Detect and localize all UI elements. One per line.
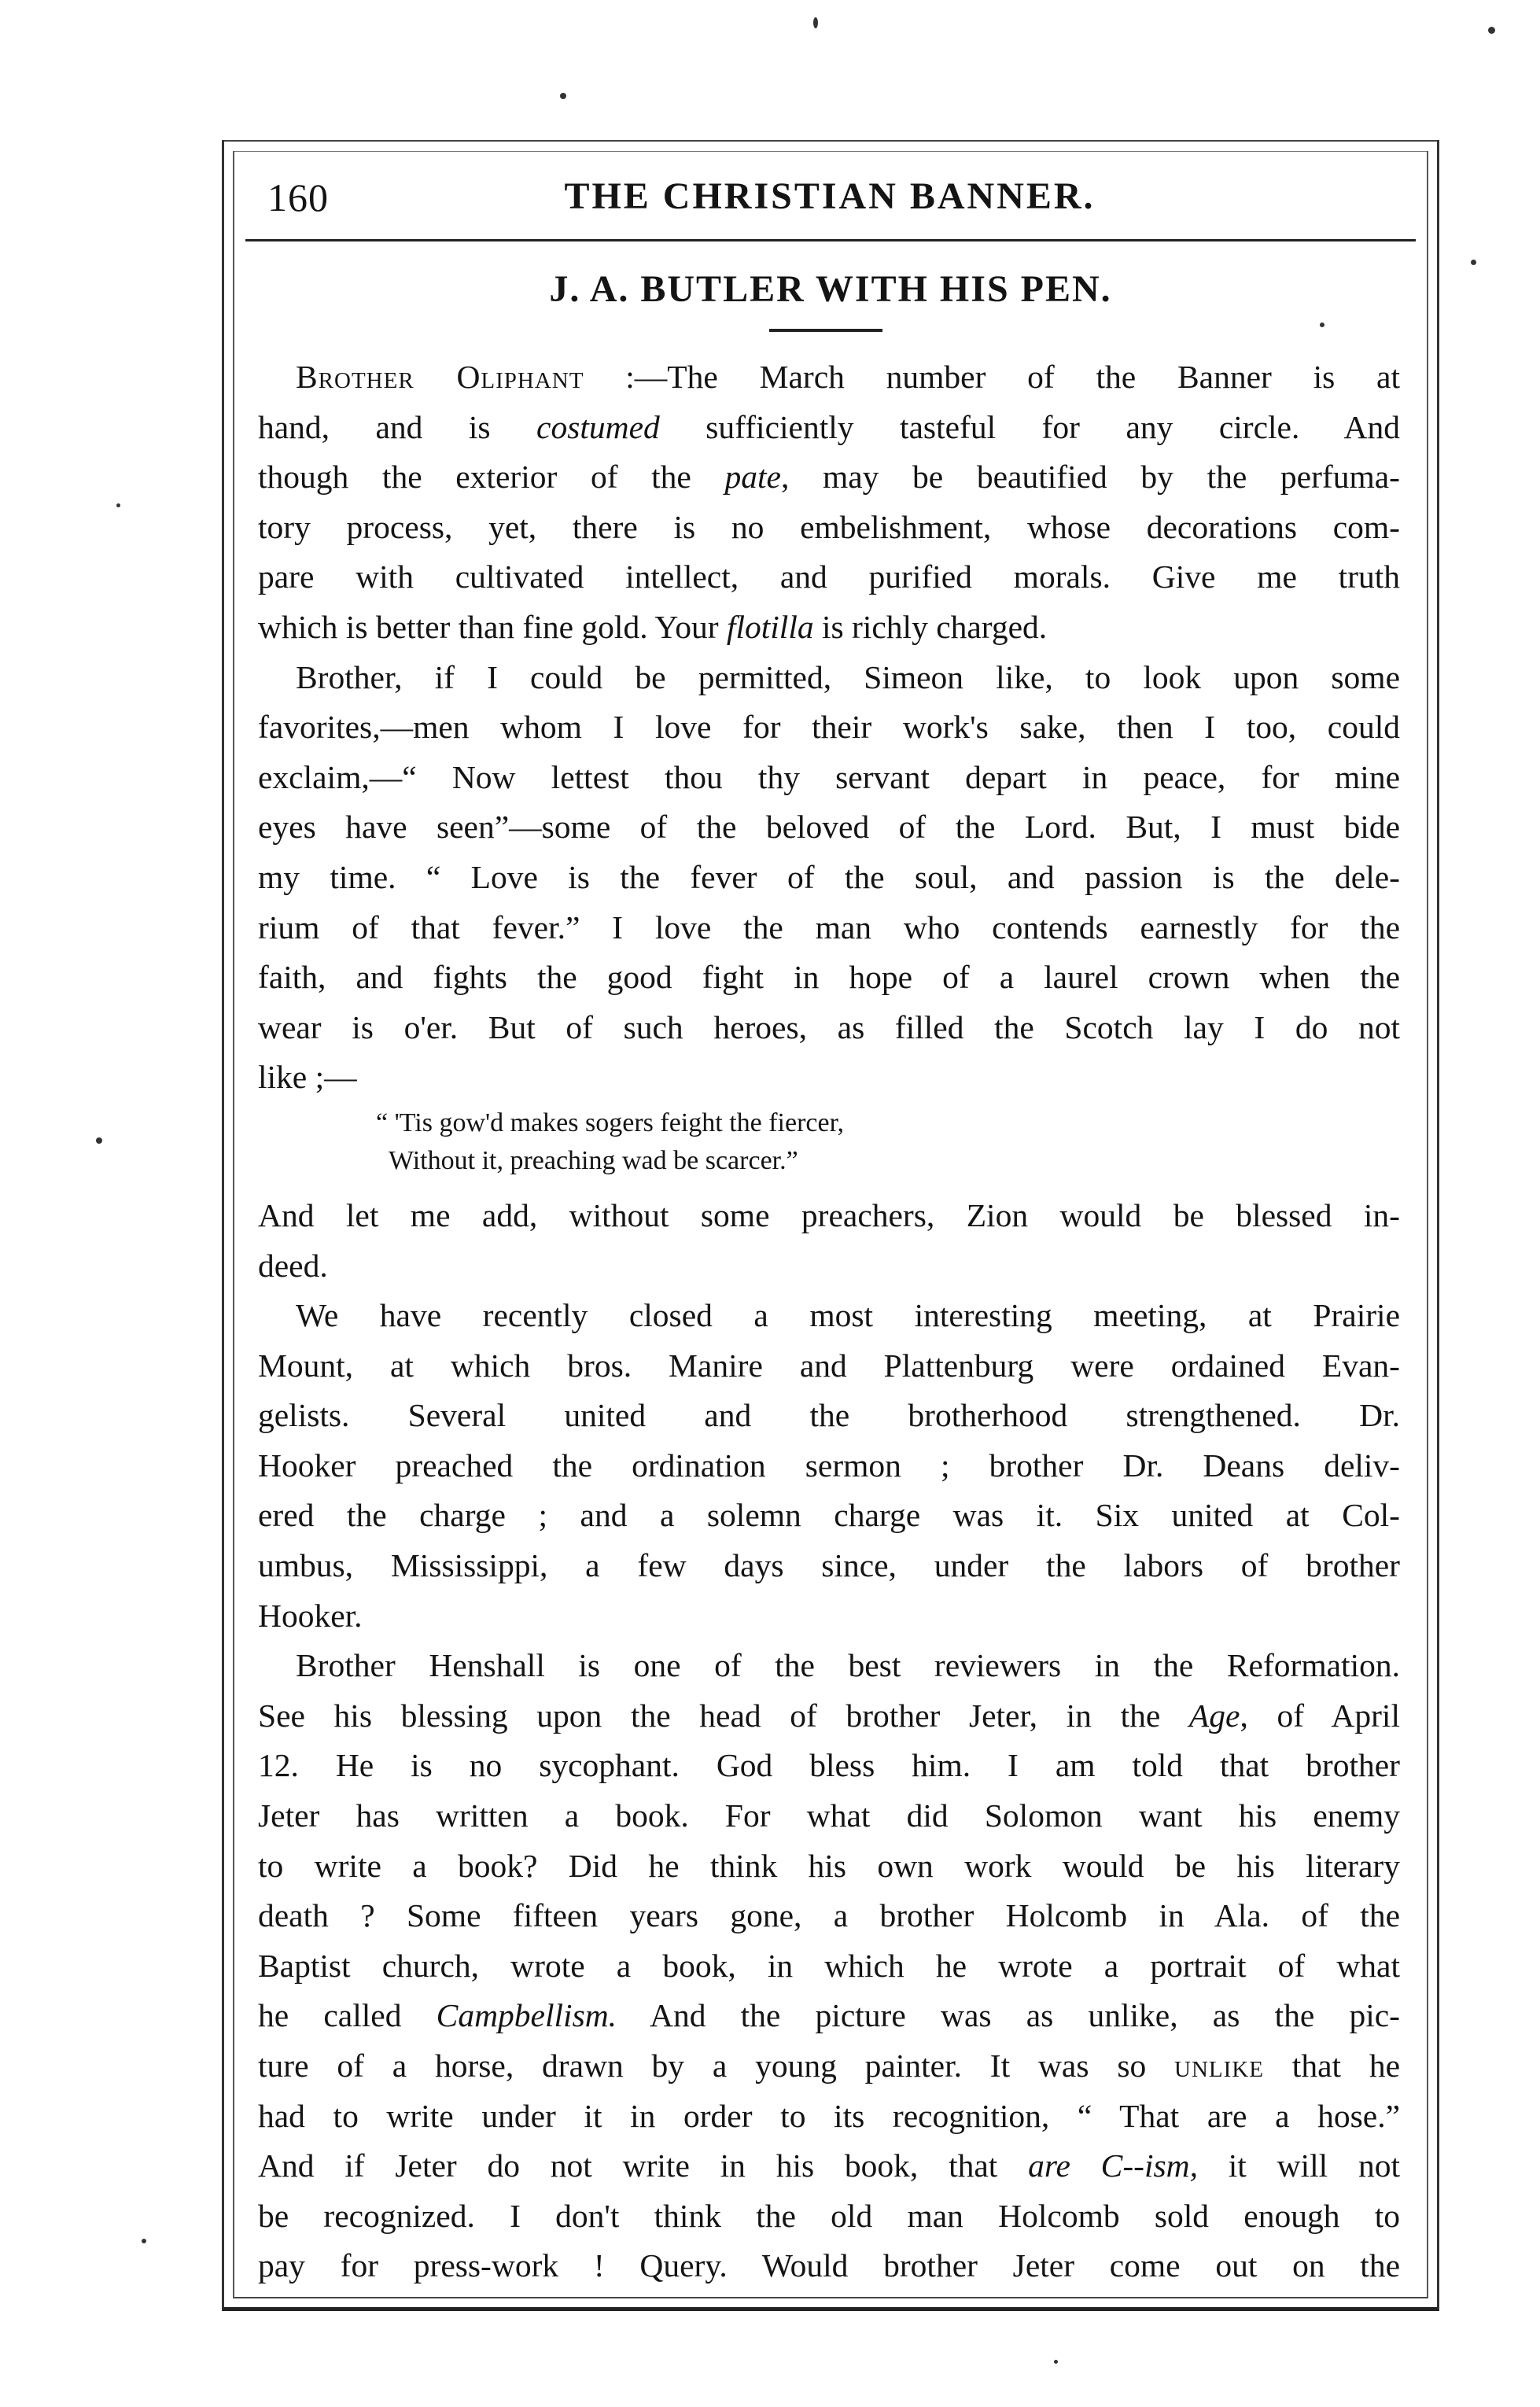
print-speck <box>142 2239 146 2243</box>
text-line: had to write under it in order to its recognition, “ That are a hose.” <box>258 2097 1400 2134</box>
text-run: , of April <box>1240 1697 1400 1734</box>
italic-run: costumed <box>536 408 660 445</box>
text-line: pay for press-work ! Query. Would brother Jeter come out on the <box>258 2247 1400 2284</box>
salutation: Brother Oliphant <box>296 359 584 395</box>
print-speck <box>1320 323 1324 327</box>
text-line: my time. “ Love is the fever of the soul, and passion is the dele- <box>258 858 1400 895</box>
text-run: he called <box>258 1997 437 2034</box>
text-line <box>258 603 1400 653</box>
text-line: deed. <box>258 1247 328 1284</box>
text-line: pare with cultivated intellect, and purified morals. Give me truth <box>258 558 1400 595</box>
text-run: though the exterior of the <box>258 459 725 496</box>
italic-run: are C--ism, <box>1028 2147 1198 2184</box>
text-run: And the picture was as unlike, as the pic- <box>617 1997 1400 2034</box>
small-caps-run: unlike <box>1174 2048 1264 2084</box>
text-run: And if Jeter do not write in his book, that <box>258 2147 1029 2184</box>
text-line: tory process, yet, there is no embelishment, whose decorations com- <box>258 508 1400 545</box>
text-line: umbus, Mississippi, a few days since, under the labors of brother <box>258 1547 1400 1584</box>
text-run: which is better than fine gold. Your <box>258 608 727 645</box>
journal-title: THE CHRISTIAN BANNER. <box>564 175 1096 217</box>
text-line: eyes have seen”—some of the beloved of the Lord. But, I must bide <box>258 809 1400 846</box>
text-line: ered the charge ; and a solemn charge was it. Six united at Col- <box>258 1497 1400 1534</box>
text-run: that he <box>1263 2048 1400 2084</box>
text-line: to write a book? Did he think his own work would be his literary <box>258 1847 1400 1884</box>
print-speck <box>1488 27 1495 34</box>
italic-run: Campbellism. <box>436 1997 617 2034</box>
italic-run: Age <box>1188 1697 1240 1734</box>
text-line: Brother Henshall is one of the best reviewers in the Reformation. <box>296 1647 1400 1684</box>
text-line: like ;— <box>258 1059 357 1096</box>
text-line <box>258 452 1400 503</box>
print-speck <box>96 1137 102 1144</box>
text-line: 12. He is no sycophant. God bless him. I am told that brother <box>258 1747 1400 1784</box>
text-line: And let me add, without some preachers, Zion would be blessed in- <box>258 1196 1400 1233</box>
print-speck <box>813 17 818 28</box>
text-line: We have recently closed a most interesting meeting, at Prairie <box>296 1297 1400 1334</box>
text-line: death ? Some fifteen years gone, a brother Holcomb in Ala. of the <box>258 1897 1400 1934</box>
text-run: is richly charged. <box>813 608 1048 645</box>
verse-line: “ 'Tis gow'd makes sogers feight the fiercer, <box>376 1108 845 1137</box>
text-run: See his blessing upon the head of brother Jeter, in the <box>258 1697 1189 1734</box>
verse-line: Without it, preaching wad be scarcer.” <box>389 1145 798 1175</box>
text-line: wear is o'er. But of such heroes, as filled the Scotch lay I do not <box>258 1008 1400 1045</box>
text-line: Hooker. <box>258 1597 363 1634</box>
print-speck <box>1471 260 1476 265</box>
text-line: Baptist church, wrote a book, in which he wrote a portrait of what <box>258 1947 1400 1984</box>
text-line <box>258 1991 1400 2041</box>
text-line <box>258 2141 1400 2191</box>
print-speck <box>560 93 566 99</box>
print-speck <box>116 503 120 507</box>
text-line <box>258 352 1400 403</box>
text-line: exclaim,—“ Now lettest thou thy servant depart in peace, for mine <box>258 758 1400 795</box>
print-speck <box>1054 2360 1058 2364</box>
text-run: :—The March number of the Banner is at <box>625 359 1400 395</box>
text-line: rium of that fever.” I love the man who contends earnestly for the <box>258 909 1400 945</box>
verse-quotation <box>258 1104 1400 1180</box>
text-line: gelists. Several united and the brotherhood strengthened. Dr. <box>258 1397 1400 1434</box>
text-run: ture of a horse, drawn by a young painter. It was so <box>258 2048 1175 2084</box>
running-header <box>260 175 1400 230</box>
page-number: 160 <box>267 175 329 219</box>
text-run: , may be beautified by the perfuma- <box>780 459 1400 496</box>
text-run: sufficiently tasteful for any circle. And <box>659 408 1400 445</box>
text-line <box>258 1691 1400 1742</box>
text-run: it will not <box>1198 2147 1400 2184</box>
text-run: hand, and is <box>258 408 537 445</box>
italic-run: flotilla <box>726 608 814 645</box>
text-line <box>258 2041 1400 2092</box>
text-line: Jeter has written a book. For what did Solomon want his enemy <box>258 1797 1400 1834</box>
header-rule <box>245 239 1416 241</box>
text-line: Brother, if I could be permitted, Simeon like, to look upon some <box>296 658 1400 695</box>
text-line: Hooker preached the ordination sermon ; brother Dr. Deans deliv- <box>258 1447 1400 1484</box>
text-line: faith, and fights the good fight in hope of a laurel crown when the <box>258 959 1400 996</box>
text-line <box>258 403 1400 453</box>
article-body <box>258 352 1400 2291</box>
text-line: Mount, at which bros. Manire and Plattenburg were ordained Evan- <box>258 1347 1400 1384</box>
article-title: J. A. BUTLER WITH HIS PEN. <box>549 268 1112 310</box>
text-line: favorites,—men whom I love for their work's sake, then I too, could <box>258 709 1400 746</box>
title-rule <box>769 329 882 332</box>
text-line: be recognized. I don't think the old man Holcomb sold enough to <box>258 2197 1400 2234</box>
italic-run: pate <box>724 459 781 496</box>
